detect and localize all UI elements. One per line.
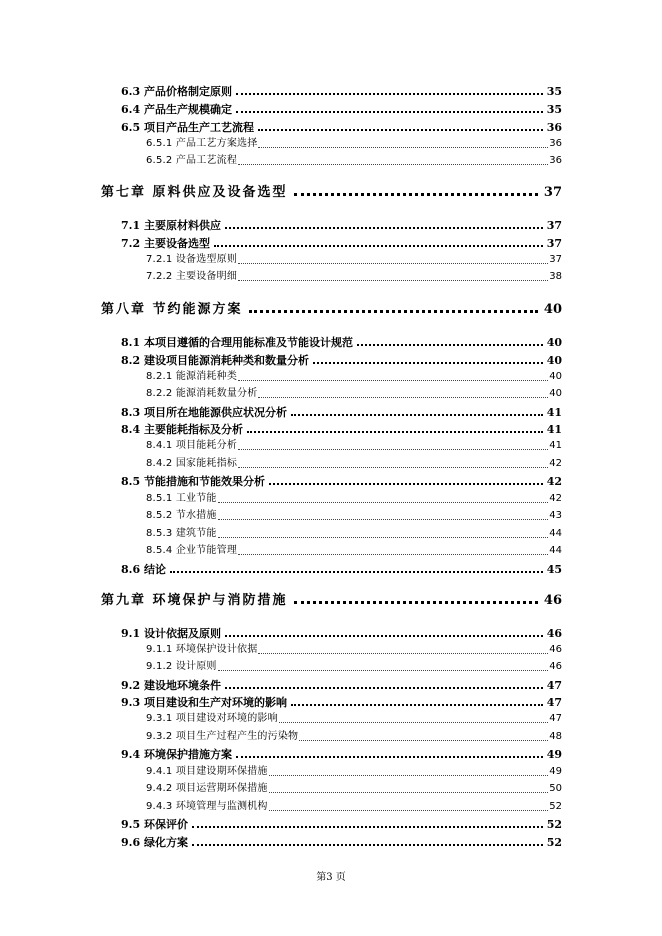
toc-entry-page-number: 42 bbox=[546, 475, 562, 488]
toc-entry-label: 9.1.2 设计原则 bbox=[146, 661, 217, 672]
toc-entry-page-number: 36 bbox=[549, 155, 562, 166]
toc-entry-label: 9.4 环境保护措施方案 bbox=[121, 748, 232, 761]
toc-subsection-entry[interactable] bbox=[146, 459, 562, 469]
dot-leader bbox=[236, 93, 543, 95]
dot-leader bbox=[291, 414, 543, 416]
toc-entry-page-number: 48 bbox=[549, 731, 562, 742]
toc-subsection-entry[interactable] bbox=[146, 494, 562, 504]
toc-subsection-entry[interactable] bbox=[146, 389, 562, 399]
toc-subsection-entry[interactable] bbox=[146, 802, 562, 812]
dot-leader bbox=[218, 670, 549, 671]
dot-leader bbox=[249, 310, 538, 313]
toc-chapter-entry[interactable] bbox=[101, 594, 562, 607]
toc-entry-label: 9.1.1 环境保护设计依据 bbox=[146, 644, 258, 655]
dot-leader bbox=[238, 280, 548, 281]
toc-entry-page-number: 45 bbox=[546, 563, 562, 576]
page-number-footer: 第3 页 bbox=[316, 872, 346, 883]
toc-entry-page-number: 49 bbox=[549, 766, 562, 777]
dot-leader bbox=[218, 519, 549, 520]
toc-entry-label: 6.5 项目产品生产工艺流程 bbox=[121, 121, 254, 134]
toc-section-entry[interactable] bbox=[121, 424, 562, 435]
toc-section-entry[interactable] bbox=[121, 355, 562, 366]
dot-leader bbox=[238, 449, 548, 450]
dot-leader bbox=[236, 111, 543, 113]
toc-entry-label: 8.5.4 企业节能管理 bbox=[146, 545, 238, 556]
toc-entry-page-number: 46 bbox=[549, 661, 562, 672]
toc-entry-label: 8.5.1 工业节能 bbox=[146, 493, 217, 504]
toc-entry-page-number: 46 bbox=[549, 644, 562, 655]
dot-leader bbox=[269, 775, 549, 776]
toc-entry-page-number: 47 bbox=[546, 696, 562, 709]
toc-entry-label: 9.2 建设地环境条件 bbox=[121, 679, 221, 692]
toc-entry-page-number: 52 bbox=[546, 836, 562, 849]
dot-leader bbox=[238, 164, 548, 165]
toc-entry-page-number: 37 bbox=[546, 219, 562, 232]
dot-leader bbox=[294, 601, 538, 604]
toc-entry-page-number: 47 bbox=[549, 713, 562, 724]
toc-section-entry[interactable] bbox=[121, 697, 562, 708]
dot-leader bbox=[238, 380, 548, 381]
toc-section-entry[interactable] bbox=[121, 238, 562, 249]
toc-subsection-entry[interactable] bbox=[146, 372, 562, 382]
dot-leader bbox=[218, 502, 549, 503]
toc-section-entry[interactable] bbox=[121, 837, 562, 848]
toc-subsection-entry[interactable] bbox=[146, 546, 562, 556]
dot-leader bbox=[236, 756, 543, 758]
dot-leader bbox=[225, 635, 543, 637]
toc-entry-label: 8.3 项目所在地能源供应状况分析 bbox=[121, 406, 287, 419]
toc-entry-label: 9.4.2 项目运营期环保措施 bbox=[146, 783, 268, 794]
toc-entry-page-number: 41 bbox=[546, 423, 562, 436]
dot-leader bbox=[192, 844, 543, 846]
toc-subsection-entry[interactable] bbox=[146, 662, 562, 672]
dot-leader bbox=[238, 467, 548, 468]
dot-leader bbox=[218, 537, 549, 538]
toc-chapter-entry[interactable] bbox=[101, 303, 562, 316]
toc-subsection-entry[interactable] bbox=[146, 272, 562, 282]
dot-leader bbox=[258, 129, 543, 131]
toc-subsection-entry[interactable] bbox=[146, 784, 562, 794]
toc-entry-page-number: 36 bbox=[549, 138, 562, 149]
toc-entry-label: 8.5.3 建筑节能 bbox=[146, 528, 217, 539]
dot-leader bbox=[291, 704, 543, 706]
dot-leader bbox=[192, 826, 543, 828]
toc-subsection-entry[interactable] bbox=[146, 529, 562, 539]
toc-entry-label: 6.3 产品价格制定原则 bbox=[121, 85, 232, 98]
toc-entry-page-number: 44 bbox=[549, 528, 562, 539]
toc-entry-label: 8.4.1 项目能耗分析 bbox=[146, 440, 238, 451]
toc-entry-page-number: 37 bbox=[546, 237, 562, 250]
toc-section-entry[interactable] bbox=[121, 337, 562, 348]
toc-subsection-entry[interactable] bbox=[146, 714, 562, 724]
toc-section-entry[interactable] bbox=[121, 680, 562, 691]
toc-entry-page-number: 36 bbox=[546, 121, 562, 134]
dot-leader bbox=[313, 362, 543, 364]
toc-entry-page-number: 41 bbox=[546, 406, 562, 419]
toc-subsection-entry[interactable] bbox=[146, 255, 562, 265]
dot-leader bbox=[294, 193, 538, 196]
toc-entry-label: 8.6 结论 bbox=[121, 563, 166, 576]
dot-leader bbox=[269, 483, 543, 485]
toc-entry-label: 8.2 建设项目能源消耗种类和数量分析 bbox=[121, 354, 309, 367]
toc-subsection-entry[interactable] bbox=[146, 139, 562, 149]
toc-entry-page-number: 43 bbox=[549, 510, 562, 521]
toc-section-entry[interactable] bbox=[121, 564, 562, 575]
toc-entry-label: 7.2 主要设备选型 bbox=[121, 237, 210, 250]
toc-section-entry[interactable] bbox=[121, 749, 562, 760]
toc-entry-page-number: 38 bbox=[549, 271, 562, 282]
dot-leader bbox=[238, 263, 548, 264]
toc-entry-page-number: 50 bbox=[549, 783, 562, 794]
dot-leader bbox=[214, 245, 543, 247]
toc-entry-page-number: 41 bbox=[549, 440, 562, 451]
toc-entry-label: 8.2.2 能源消耗数量分析 bbox=[146, 388, 258, 399]
toc-entry-label: 第七章 原料供应及设备选型 bbox=[101, 185, 288, 200]
toc-entry-label: 7.2.2 主要设备明细 bbox=[146, 271, 238, 282]
toc-section-entry[interactable] bbox=[121, 122, 562, 133]
dot-leader bbox=[170, 571, 543, 573]
toc-entry-label: 9.3.2 项目生产过程产生的污染物 bbox=[146, 731, 299, 742]
toc-entry-label: 9.3.1 项目建设对环境的影响 bbox=[146, 713, 278, 724]
toc-entry-page-number: 40 bbox=[549, 388, 562, 399]
toc-chapter-entry[interactable] bbox=[101, 186, 562, 199]
dot-leader bbox=[279, 722, 548, 723]
toc-entry-label: 8.5 节能措施和节能效果分析 bbox=[121, 475, 265, 488]
toc-entry-label: 6.5.2 产品工艺流程 bbox=[146, 155, 238, 166]
dot-leader bbox=[258, 397, 548, 398]
toc-entry-label: 8.2.1 能源消耗种类 bbox=[146, 371, 238, 382]
toc-subsection-entry[interactable] bbox=[146, 156, 562, 166]
toc-subsection-entry[interactable] bbox=[146, 732, 562, 742]
toc-subsection-entry[interactable] bbox=[146, 767, 562, 777]
toc-entry-page-number: 46 bbox=[543, 593, 562, 608]
toc-entry-label: 第九章 环境保护与消防措施 bbox=[101, 593, 288, 608]
toc-subsection-entry[interactable] bbox=[146, 645, 562, 655]
toc-entry-page-number: 37 bbox=[543, 185, 562, 200]
toc-entry-page-number: 37 bbox=[549, 254, 562, 265]
toc-entry-label: 8.1 本项目遵循的合理用能标准及节能设计规范 bbox=[121, 336, 353, 349]
toc-entry-page-number: 40 bbox=[546, 354, 562, 367]
dot-leader bbox=[269, 792, 549, 793]
toc-entry-label: 6.5.1 产品工艺方案选择 bbox=[146, 138, 258, 149]
toc-section-entry[interactable] bbox=[121, 819, 562, 830]
toc-entry-page-number: 40 bbox=[543, 302, 562, 317]
toc-entry-page-number: 35 bbox=[546, 85, 562, 98]
toc-entry-page-number: 46 bbox=[546, 627, 562, 640]
toc-section-entry[interactable] bbox=[121, 104, 562, 115]
toc-entry-label: 9.4.1 项目建设期环保措施 bbox=[146, 766, 268, 777]
dot-leader bbox=[299, 740, 548, 741]
toc-entry-page-number: 52 bbox=[549, 801, 562, 812]
toc-entry-page-number: 52 bbox=[546, 818, 562, 831]
toc-section-entry[interactable] bbox=[121, 86, 562, 97]
toc-entry-page-number: 40 bbox=[549, 371, 562, 382]
toc-entry-label: 8.4 主要能耗指标及分析 bbox=[121, 423, 243, 436]
toc-entry-label: 8.5.2 节水措施 bbox=[146, 510, 217, 521]
toc-entry-page-number: 42 bbox=[549, 458, 562, 469]
dot-leader bbox=[238, 554, 548, 555]
dot-leader bbox=[258, 653, 548, 654]
toc-section-entry[interactable] bbox=[121, 220, 562, 231]
toc-entry-page-number: 44 bbox=[549, 545, 562, 556]
toc-entry-label: 9.5 环保评价 bbox=[121, 818, 188, 831]
toc-subsection-entry[interactable] bbox=[146, 511, 562, 521]
toc-entry-label: 第八章 节约能源方案 bbox=[101, 302, 243, 317]
toc-entry-page-number: 42 bbox=[549, 493, 562, 504]
toc-entry-label: 9.6 绿化方案 bbox=[121, 836, 188, 849]
toc-entry-label: 8.4.2 国家能耗指标 bbox=[146, 458, 238, 469]
toc-entry-page-number: 35 bbox=[546, 103, 562, 116]
dot-leader bbox=[269, 810, 549, 811]
toc-section-entry[interactable] bbox=[121, 407, 562, 418]
toc-entry-page-number: 49 bbox=[546, 748, 562, 761]
toc-entry-page-number: 40 bbox=[546, 336, 562, 349]
toc-entry-label: 7.1 主要原材料供应 bbox=[121, 219, 221, 232]
toc-entry-label: 9.4.3 环境管理与监测机构 bbox=[146, 801, 268, 812]
toc-entry-label: 6.4 产品生产规模确定 bbox=[121, 103, 232, 116]
dot-leader bbox=[225, 687, 543, 689]
dot-leader bbox=[258, 147, 548, 148]
toc-section-entry[interactable] bbox=[121, 628, 562, 639]
toc-subsection-entry[interactable] bbox=[146, 441, 562, 451]
toc-entry-label: 7.2.1 设备选型原则 bbox=[146, 254, 238, 265]
dot-leader bbox=[357, 344, 543, 346]
dot-leader bbox=[247, 431, 543, 433]
toc-entry-label: 9.3 项目建设和生产对环境的影响 bbox=[121, 696, 287, 709]
toc-entry-label: 9.1 设计依据及原则 bbox=[121, 627, 221, 640]
dot-leader bbox=[225, 227, 543, 229]
toc-section-entry[interactable] bbox=[121, 476, 562, 487]
toc-entry-page-number: 47 bbox=[546, 679, 562, 692]
